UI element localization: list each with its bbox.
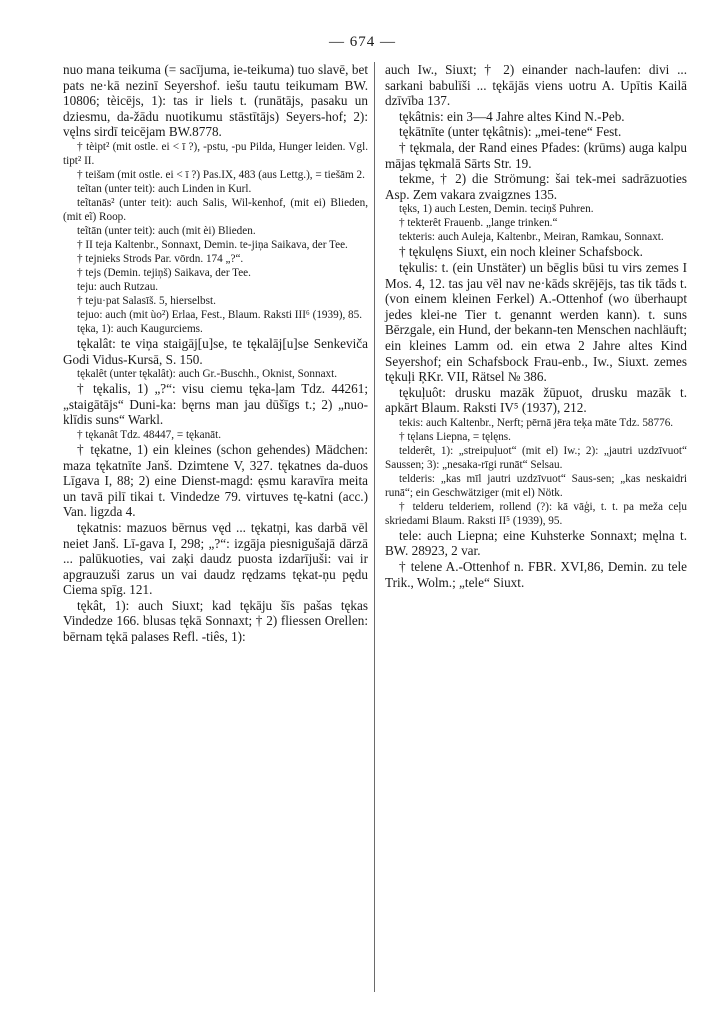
dictionary-entry: tęks, 1) auch Lesten, Demin. teciņš Puhren. — [399, 203, 594, 216]
dictionary-entry: † tękalis, 1) „?“: visu ciemu tęka-ļam Tdz. 44261; „staigātājs“ Duni-ka: bęrns man jau dūšīgs t.; 2) „nuo-klīdis suns“ Warkl. — [63, 381, 368, 428]
dictionary-entry: † tekterêt Frauenb. „lange trinken.“ — [399, 217, 558, 230]
dictionary-entry: teju: auch Rutzau. — [77, 280, 159, 293]
column-divider — [374, 62, 375, 992]
dictionary-entry: † tękulęns Siuxt, ein noch kleiner Schafsbock. — [399, 244, 643, 260]
dictionary-entry: † tejs (Demin. tejiņš) Saikava, der Tee. — [77, 266, 251, 279]
dictionary-entry: tękuļuôt: drusku mazāk žūpuot, drusku mazāk t. apkārt Blaum. Raksti IV⁵ (1937), 212. — [385, 384, 687, 416]
dictionary-entry: auch Iw., Siuxt; † 2) einander nach-laufen: divi ... sarkani babulīši ... tękājās viens uotru A. Upītis Kailā dzīvība 137. — [385, 62, 687, 109]
left-column — [63, 62, 368, 645]
dictionary-entry: tekis: auch Kaltenbr., Nerft; pērnā jēra teķa māte Tdz. 58776. — [399, 416, 674, 429]
right-column — [385, 62, 687, 590]
dictionary-entry: † tęlans Liepna, = tęlęns. — [399, 430, 511, 443]
dictionary-entry: † teju·pat Salasīš. 5, hierselbst. — [77, 294, 216, 307]
dictionary-entry: tękatnis: mazuos bērnus vęd ... tękatņi, kas darbā vēl neiet Janš. Lī-gava I, 298; „?“: izgāja piesnigušajā dārzā ... palūkuoties, vai zaķi daudz puosta izdarījuši: vai ir apgrauzuši zarus un vai daudz rędzams tękat-ņu pędu Ciema spīg. 121. — [63, 519, 368, 598]
dictionary-entry: teĩtān (unter teit): auch (mit èi) Blieden. — [77, 224, 256, 237]
dictionary-entry: tekteris: auch Auleja, Kaltenbr., Meiran, Ramkau, Sonnaxt. — [399, 231, 664, 244]
dictionary-entry: tękalêt (unter tękalât): auch Gr.-Buschh., Oknist, Sonnaxt. — [77, 368, 338, 381]
dictionary-entry: tęka, 1): auch Kaugurciems. — [77, 322, 203, 335]
dictionary-entry: tękalât: te viņa staigāj[u]se, te tękalāj[u]se Senkeviča Godi Vidus-Kursā, S. 150. — [63, 335, 368, 367]
dictionary-entry: tękulis: t. (ein Unstäter) un bēglis būsi tu virs zemes I Mos. 4, 12. tas jau vēl nav ne·kāds skrējējs, tas tik tāds t. (von einem kleinen Ferkel) A.-Ottenhof (wo überhaupt jedes klei-ne Tier t. genannt werden kann). t. suns Bērzgale, ein Hund, der bekann-ten Menschen nachläuft; ein kleines Lamm od. ein etwa 2 Jahre altes Kind Seyershof; ein Schafsbock Frau-enb., Iw., Siuxt. zemes tękuļi ŖKr. VII, Rätsel № 386. — [385, 259, 687, 385]
dictionary-entry: † tèipt² (mit ostle. ei < ī ?), -pstu, -pu Pilda, Hunger leiden. Vgl. tipt² II. — [63, 140, 368, 167]
dictionary-entry: tele: auch Liepna; eine Kuhsterke Sonnaxt; męlna t. BW. 28923, 2 var. — [385, 527, 687, 559]
dictionary-entry: † telderu telderiem, rollend (?): kā vāģi, t. t. pa meža ceļu skriedami Blaum. Raksti II⁵ (1939), 95. — [385, 500, 687, 527]
dictionary-entry: tękâtnis: ein 3—4 Jahre altes Kind N.-Peb. — [399, 108, 625, 124]
dictionary-entry: teĩtan (unter teit): auch Linden in Kurl. — [77, 182, 252, 195]
dictionary-entry: † tękmala, der Rand eines Pfades: (krūms) auga kalpu mājas tękmalā Sārts Str. 19. — [385, 139, 687, 171]
dictionary-entry: teĩtanās² (unter teit): auch Salis, Wil-kenhof, (mit ei) Blieden, (mit eĩ) Roop. — [63, 196, 368, 223]
dictionary-entry: † II teja Kaltenbr., Sonnaxt, Demin. te-jiņa Saikava, der Tee. — [77, 238, 348, 251]
dictionary-entry: † tejnieks Strods Par. vōrdn. 174 „?“. — [77, 252, 244, 265]
dictionary-entry: † tękatne, 1) ein kleines (schon gehendes) Mädchen: maza tękatnīte Janš. Dzimtene V, 327. tękatnes da-duos Līgava I, 88; 2) eine Dienst-magd: ęsmu karavīra meita un tavā pilī tikai t. Vindedze 79. virtuves tę-katni (acc.) Van. ligzda 4. — [63, 441, 368, 520]
dictionary-entry: nuo mana teikuma (= sacījuma, ie-teikuma) tuo slavē, bet pats ne·kā nezinī Seyershof. iešu tautu teikumam BW. 10806; tèicējs, 1): tas ir liels t. (runātājs, pasaku un dziesmu, da-žādu nuotikumu stāstītājs) Seyers-hof; 2): vęlns sirdī teicējam BW.8778. — [63, 62, 368, 140]
dictionary-entry: tekme, † 2) die Strömung: šai tek-mei sadrāzuoties Asp. Zem vakara zvaigznes 135. — [385, 171, 687, 202]
page-number: — 674 — — [329, 34, 396, 50]
dictionary-entry: † telene A.-Ottenhof n. FBR. XVI,86, Demin. zu tele Trik., Wolm.; „tele“ Siuxt. — [385, 559, 687, 590]
dictionary-entry: † teišam (mit ostle. ei < ī ?) Pas.IX, 483 (aus Lettg.), = tiešām 2. — [77, 168, 365, 181]
dictionary-entry: tękât, 1): auch Siuxt; kad tękāju šīs pašas tękas Vindedze 166. blusas tękā Sonnaxt; † 2) fliessen Orellen: bērnam tękā palases Refl. -tiês, 1): — [63, 597, 368, 645]
dictionary-entry: tejuo: auch (mit ùo²) Erlaa, Fest., Blaum. Raksti III⁶ (1939), 85. — [77, 308, 363, 321]
dictionary-entry: tękātnīte (unter tękâtnis): „mei-tene“ Fest. — [399, 124, 622, 140]
dictionary-entry: † tękanât Tdz. 48447, = tękanāt. — [77, 428, 222, 441]
dictionary-entry: telderis: „kas mīl jautri uzdzīvuot“ Saus-sen; „kas neskaidri runā“; ein Geschwätziger (mit el) Nötk. — [385, 472, 687, 499]
dictionary-entry: telderêt, 1): „streipuļuot“ (mit el) Iw.; 2): „jautri uzdzīvuot“ Saussen; 3): „nesaka-rīgi runāt“ Selsau. — [385, 444, 687, 471]
